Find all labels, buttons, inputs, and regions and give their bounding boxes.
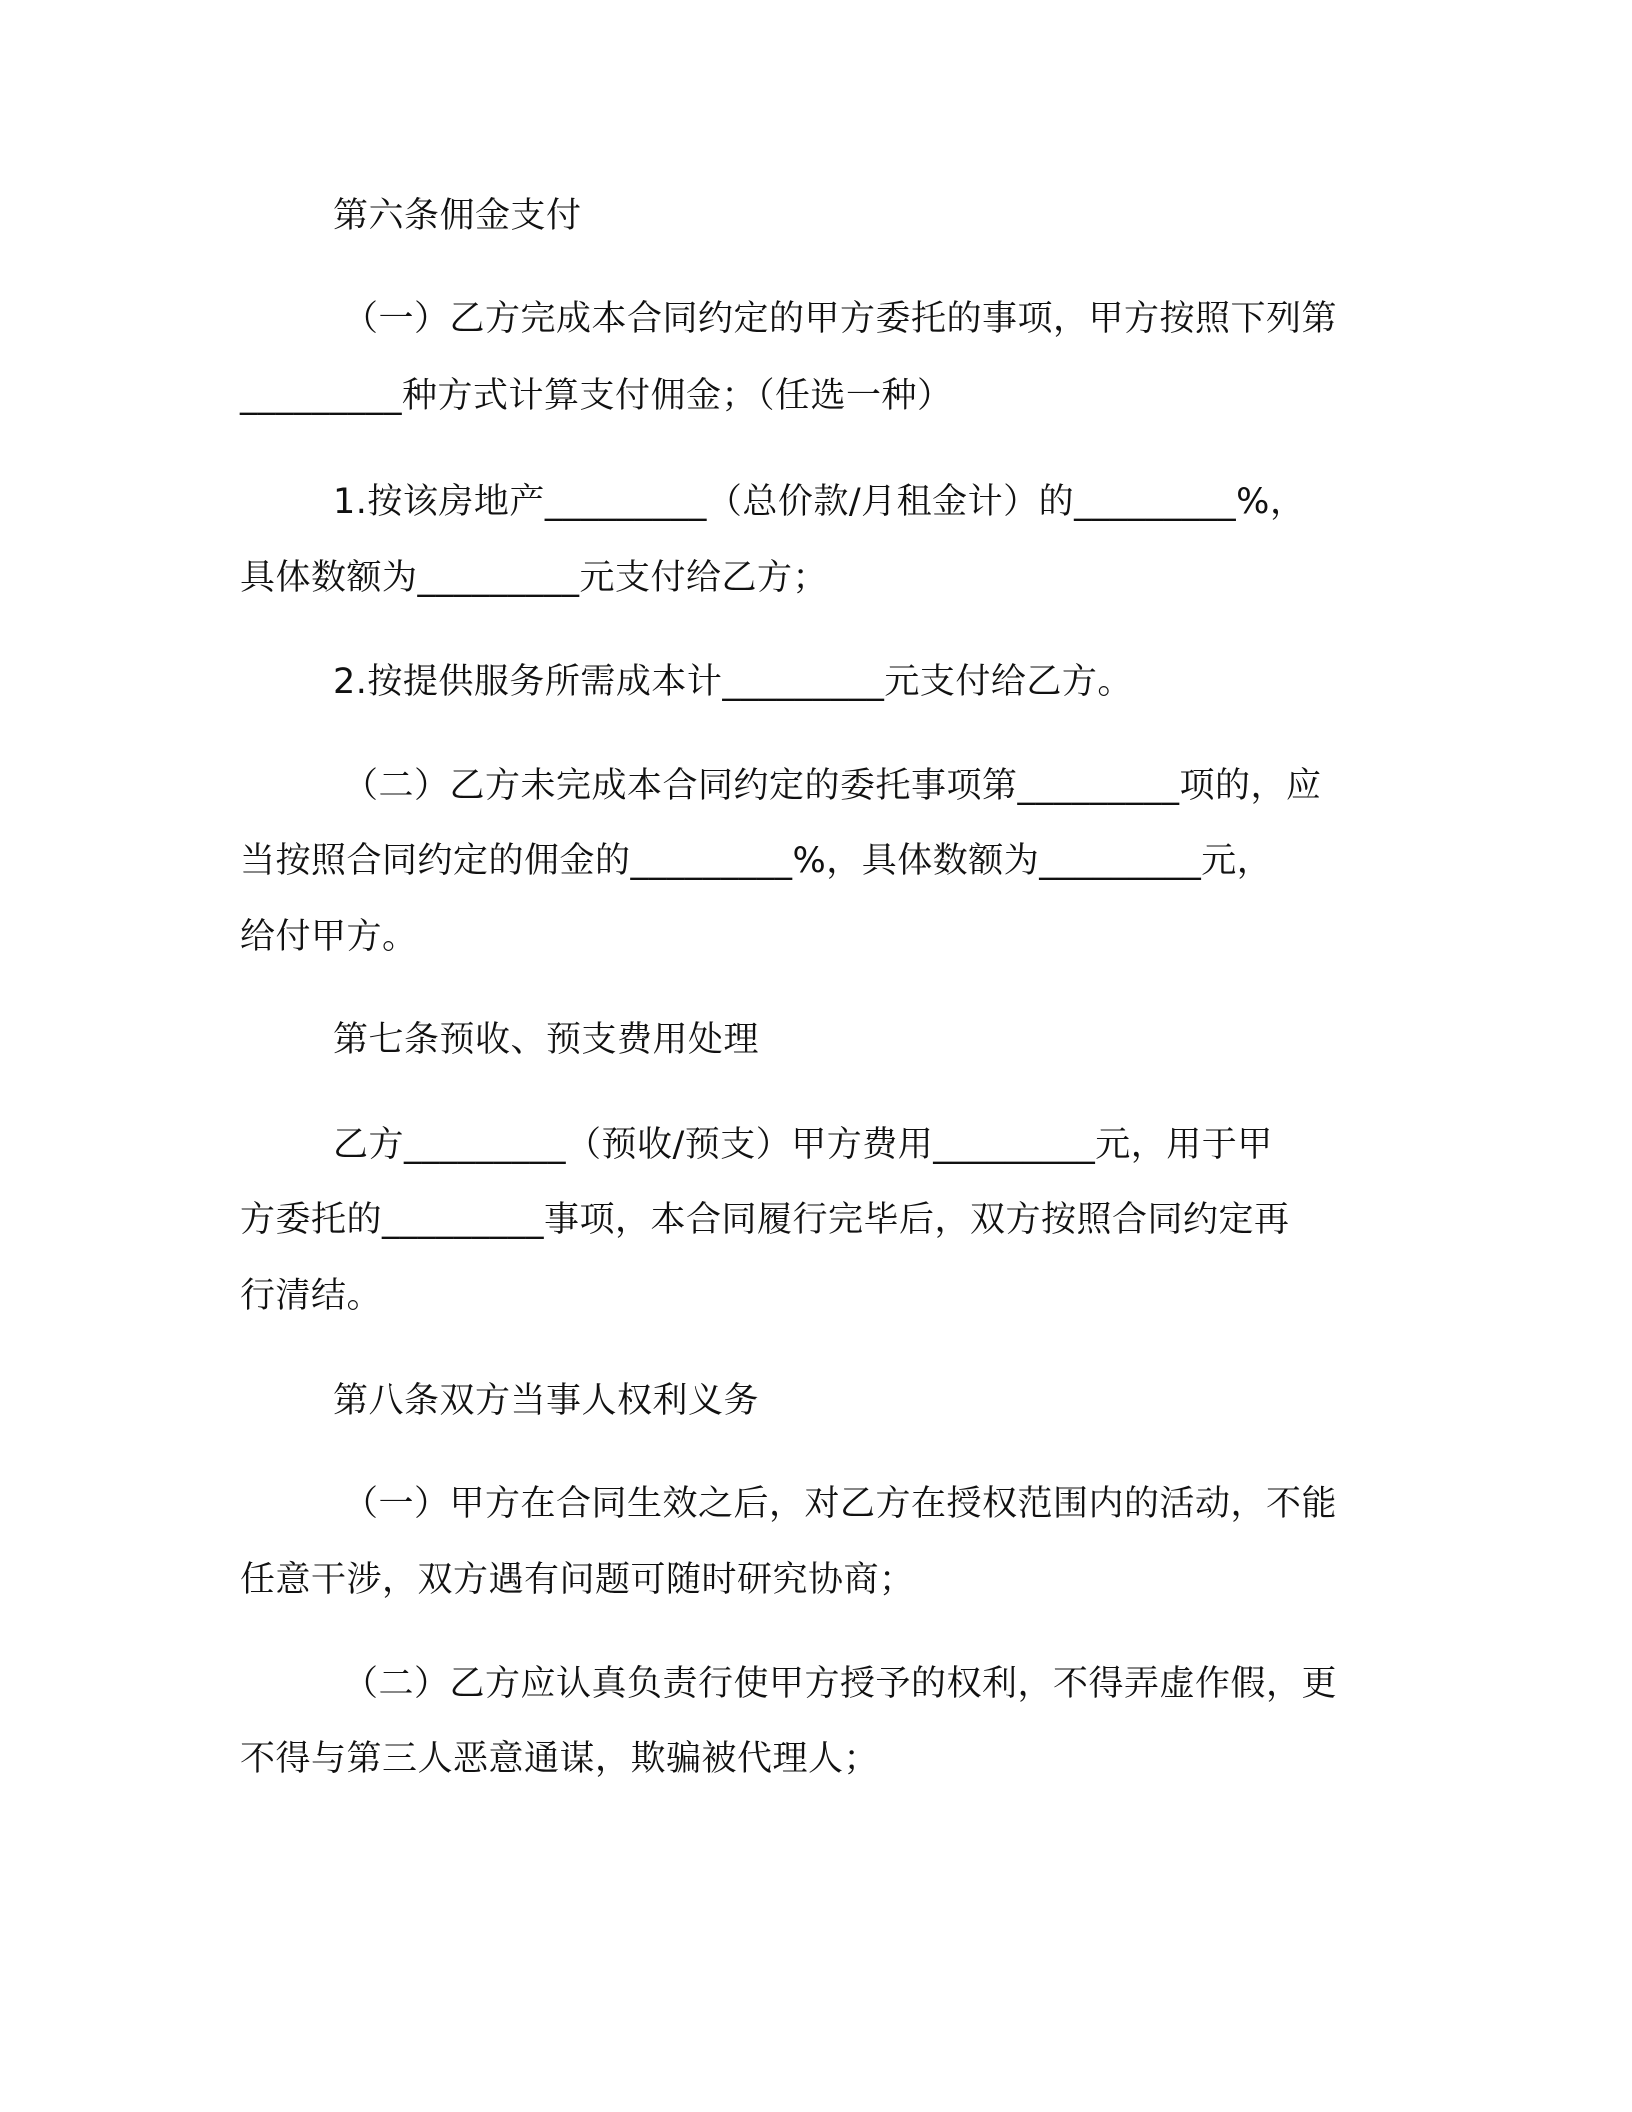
article-8-heading: 第八条双方当事人权利义务	[333, 1381, 760, 1421]
article-7-heading: 第七条预收、预支费用处理	[333, 1020, 760, 1060]
article-6-clause-1-line-1: （一）乙方完成本合同约定的甲方委托的事项，甲方按照下列第	[343, 299, 1338, 339]
article-7-body-line-3: 行清结。	[240, 1276, 383, 1316]
article-6-clause-2-line-3: 给付甲方。	[240, 917, 418, 957]
article-6-option-1-line-2: 具体数额为_________元支付给乙方；	[240, 558, 829, 598]
article-6-clause-2-line-1: （二）乙方未完成本合同约定的委托事项第_________项的，应	[343, 766, 1322, 806]
article-8-clause-2-line-2: 不得与第三人恶意通谋，欺骗被代理人；	[240, 1739, 880, 1779]
article-6-clause-1-line-2: _________种方式计算支付佣金；（任选一种）	[240, 376, 953, 416]
article-7-body-line-2: 方委托的_________事项，本合同履行完毕后，双方按照合同约定再	[240, 1200, 1290, 1240]
article-6-option-2: 2.按提供服务所需成本计_________元支付给乙方。	[333, 662, 1133, 702]
article-6-option-1-line-1: 1.按该房地产_________（总价款/月租金计）的_________%，	[333, 482, 1306, 522]
article-8-clause-1-line-2: 任意干涉，双方遇有问题可随时研究协商；	[240, 1560, 915, 1600]
article-7-body-line-1: 乙方_________（预收/预支）甲方费用_________元，用于甲	[333, 1125, 1273, 1165]
article-6-heading: 第六条佣金支付	[333, 196, 582, 236]
article-8-clause-2-line-1: （二）乙方应认真负责行使甲方授予的权利，不得弄虚作假，更	[343, 1664, 1338, 1704]
article-6-clause-2-line-2: 当按照合同约定的佣金的_________%，具体数额为_________元，	[240, 841, 1273, 881]
article-8-clause-1-line-1: （一）甲方在合同生效之后，对乙方在授权范围内的活动，不能	[343, 1484, 1338, 1524]
